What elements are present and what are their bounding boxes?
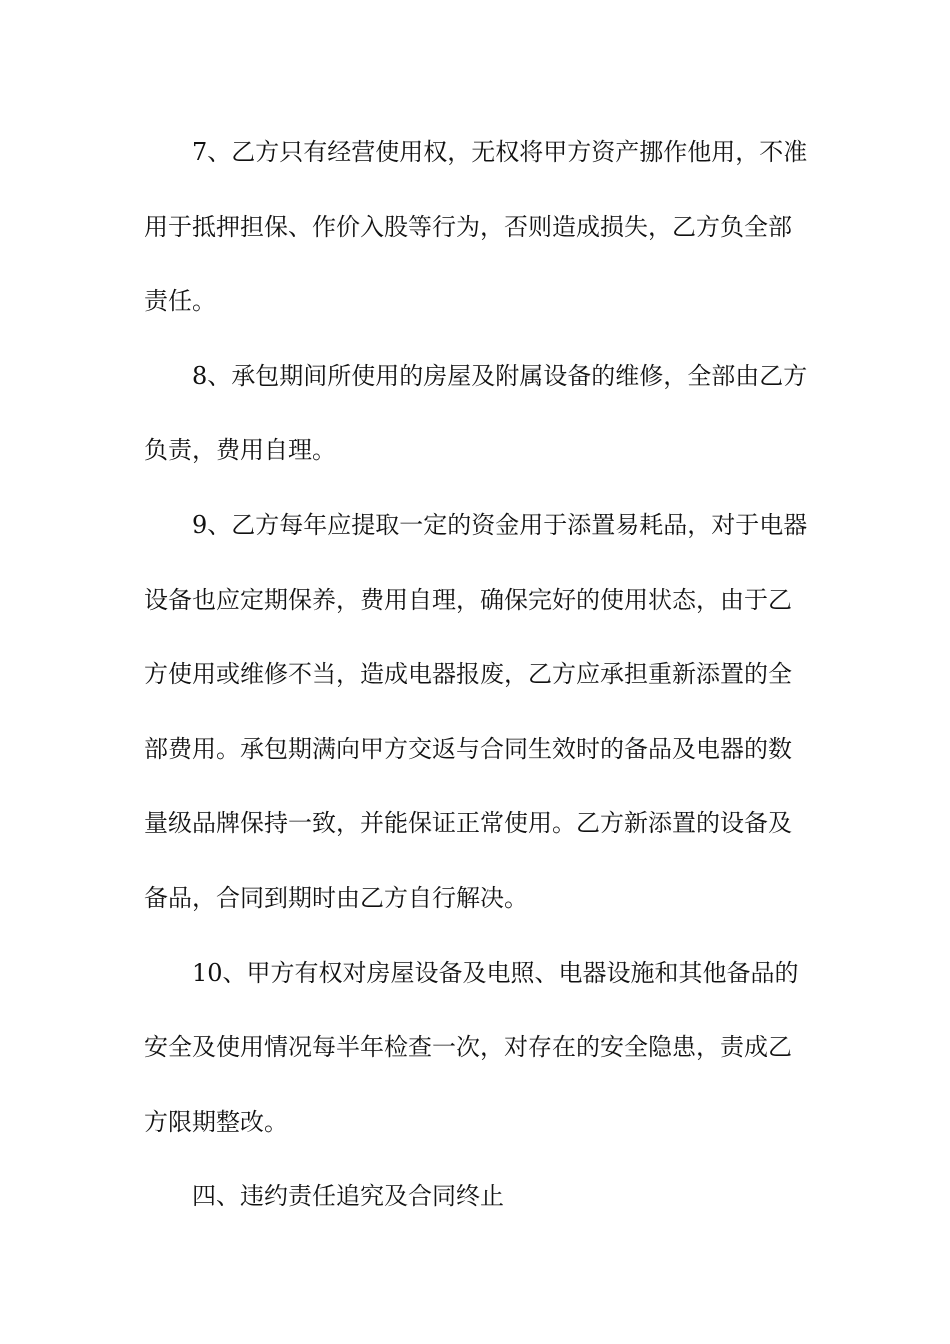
text-line: 负责，费用自理。 [144,436,336,464]
section-heading: 四、违约责任追究及合同终止 [192,1182,504,1210]
text-line: 7、乙方只有经营使用权，无权将甲方资产挪作他用，不准 [192,138,808,166]
text-line: 量级品牌保持一致，并能保证正常使用。乙方新添置的设备及 [144,809,792,837]
text-line: 设备也应定期保养，费用自理，确保完好的使用状态，由于乙 [144,586,792,614]
text-line: 部费用。承包期满向甲方交返与合同生效时的备品及电器的数 [144,735,792,763]
text-line: 方使用或维修不当，造成电器报废，乙方应承担重新添置的全 [144,660,792,688]
text-line: 方限期整改。 [144,1108,288,1136]
text-line: 备品，合同到期时由乙方自行解决。 [144,884,528,912]
text-line: 安全及使用情况每半年检查一次，对存在的安全隐患，责成乙 [144,1033,792,1061]
text-line: 用于抵押担保、作价入股等行为，否则造成损失，乙方负全部 [144,213,792,241]
text-line: 8、承包期间所使用的房屋及附属设备的维修，全部由乙方 [192,362,808,390]
text-line: 10、甲方有权对房屋设备及电照、电器设施和其他备品的 [192,959,799,987]
text-line: 责任。 [144,287,216,315]
text-line: 9、乙方每年应提取一定的资金用于添置易耗品，对于电器 [192,511,808,539]
